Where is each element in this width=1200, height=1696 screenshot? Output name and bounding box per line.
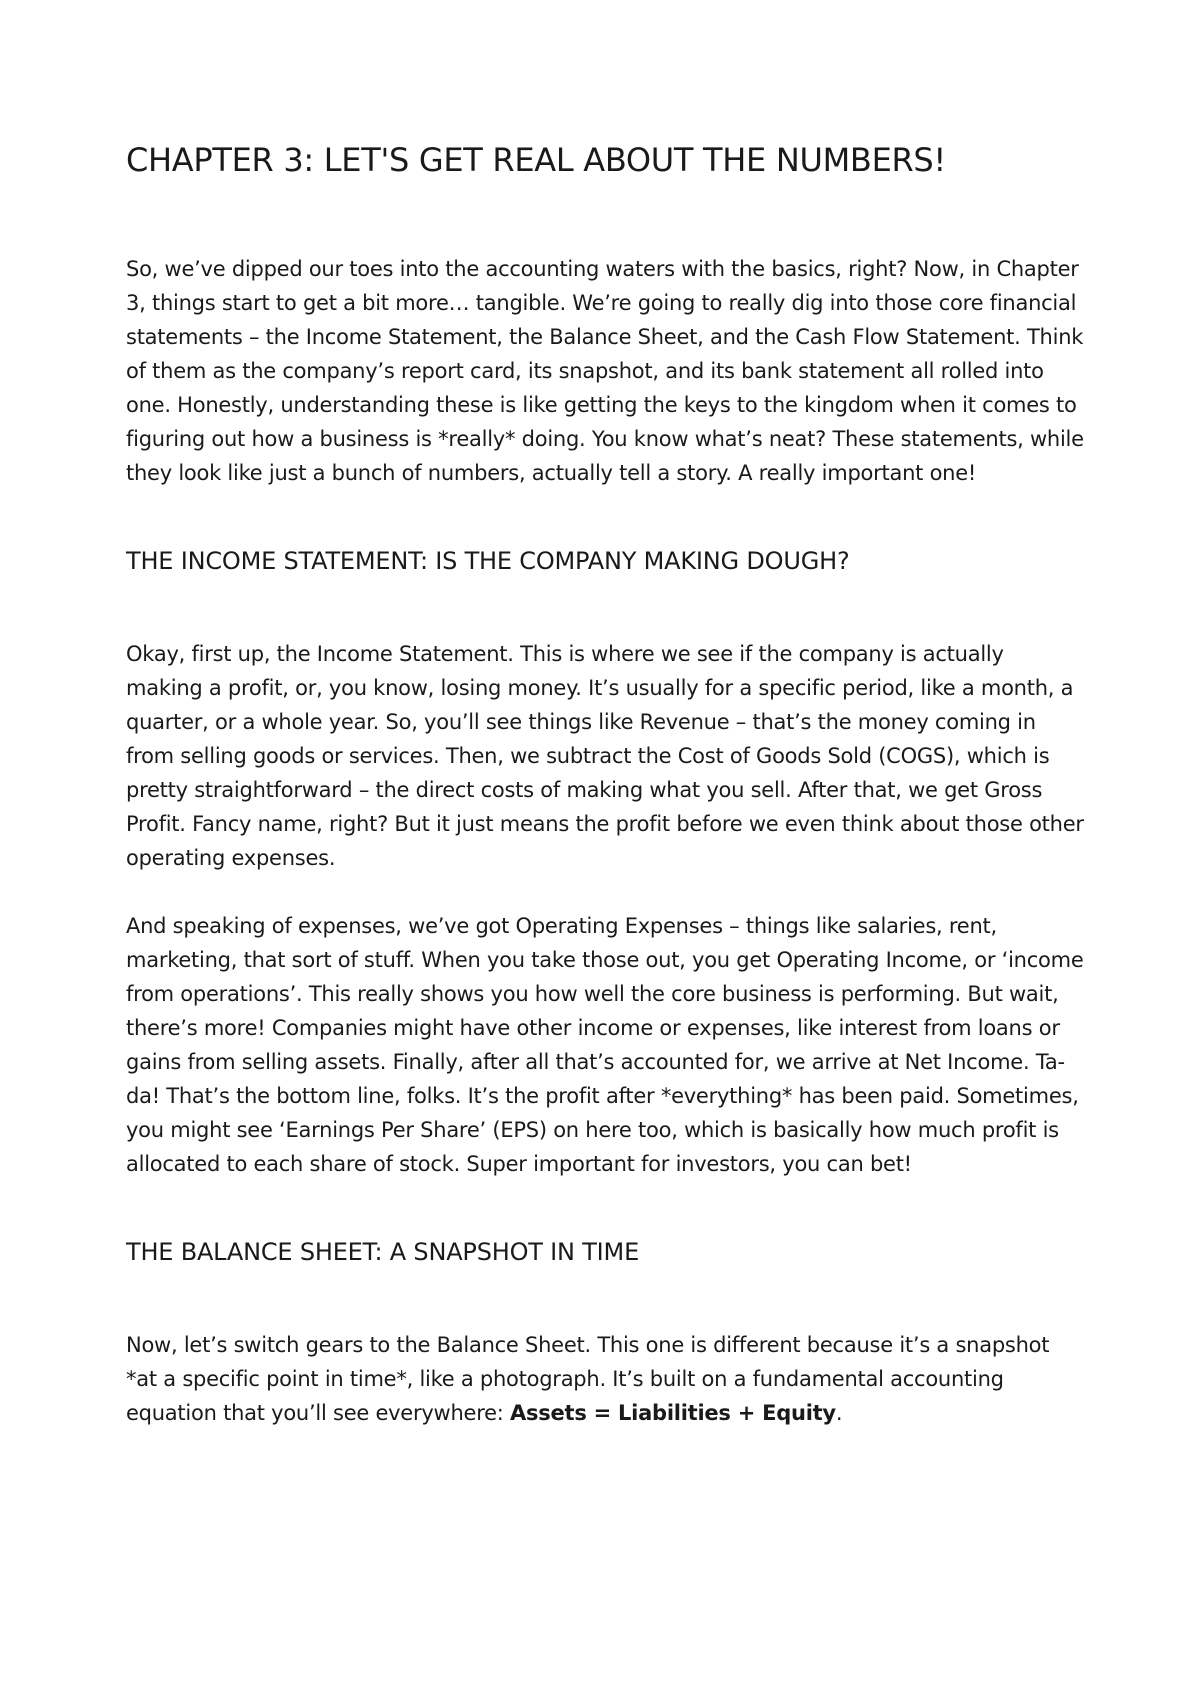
balance-sheet-paragraph-text: Now, let’s switch gears to the Balance Sheet. This one is different because it’s a snapshot *at a specific point in time*, like a photograph. It’s built on a fundamental accounting equation that you’ll see everywhere: xyxy=(126,1332,1050,1425)
income-statement-paragraph-2: And speaking of expenses, we’ve got Operating Expenses – things like salaries, rent, marketing, that sort of stuff. When you take those out, you get Operating Income, or ‘income from operations’. This really shows you how well the core business is performing. But wait, there’s more! Companies might have other income or expenses, like interest from loans or gains from selling assets. Finally, after all that’s accounted for, we arrive at Net Income. Ta-da! That’s the bottom line, folks. It’s the profit after *everything* has been paid. Sometimes, you might see ‘Earnings Per Share’ (EPS) on here too, which is basically how much profit is allocated to each share of stock. Super important for investors, you can bet! xyxy=(126,913,1084,1176)
document-page xyxy=(126,140,1086,1430)
accounting-equation: Assets = Liabilities + Equity xyxy=(510,1400,836,1425)
balance-sheet-paragraph xyxy=(126,1328,1086,1430)
income-statement-paragraph-1: Okay, first up, the Income Statement. This is where we see if the company is actually making a profit, or, you know, losing money. It’s usually for a specific period, like a month, a quarter, or a whole year. So, you’ll see things like Revenue – that’s the money coming in from selling goods or services. Then, we subtract the Cost of Goods Sold (COGS), which is pretty straightforward – the direct costs of making what you sell. After that, we get Gross Profit. Fancy name, right? But it just means the profit before we even think about those other operating expenses. xyxy=(126,641,1084,870)
balance-sheet-paragraph-end: . xyxy=(835,1400,843,1425)
intro-paragraph: So, we’ve dipped our toes into the accounting waters with the basics, right? Now, in Chapter 3, things start to get a bit more… tangible. We’re going to really dig into those core financial statements – the Income Statement, the Balance Sheet, and the Cash Flow Statement. Think of them as the company’s report card, its snapshot, and its bank statement all rolled into one. Honestly, understanding these is like getting the keys to the kingdom when it comes to figuring out how a business is *really* doing. You know what’s neat? These statements, while they look like just a bunch of numbers, actually tell a story. A really important one! xyxy=(126,256,1084,485)
income-statement-heading: THE INCOME STATEMENT: IS THE COMPANY MAKING DOUGH? xyxy=(126,546,850,575)
chapter-title: CHAPTER 3: LET'S GET REAL ABOUT THE NUMBERS! xyxy=(126,141,946,179)
balance-sheet-heading: THE BALANCE SHEET: A SNAPSHOT IN TIME xyxy=(126,1237,640,1266)
